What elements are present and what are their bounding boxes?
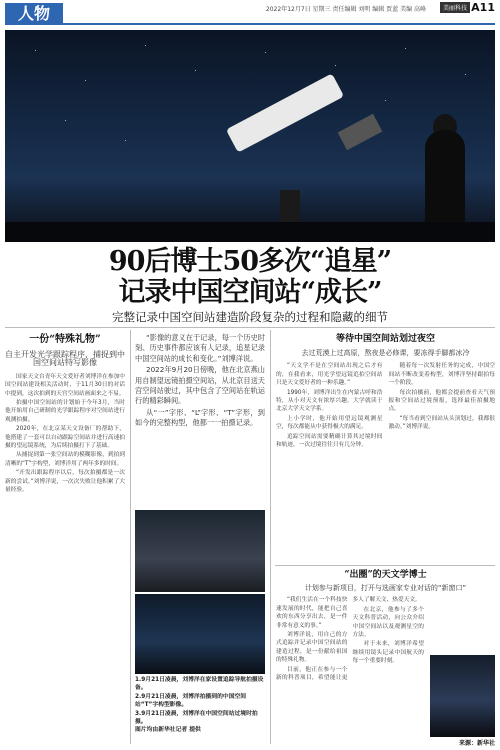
right-story — [276, 333, 495, 561]
photo-station — [135, 594, 265, 674]
column-divider — [130, 330, 131, 744]
photo-portrait — [430, 655, 495, 737]
middle-story — [135, 333, 265, 507]
photo-credit: 图片均由新华社记者 提供 — [135, 727, 201, 734]
right-story-title: 等待中国空间站划过夜空 — [335, 334, 435, 344]
paragraph: 对于未来，刘博洋希望继续用镜头记录中国航天的每一个重要时刻。 — [352, 641, 424, 665]
paragraph: 随着每一次发射任务的完成，中国空间站不断改变着构型，刘博洋坚持跟拍每一个阶段。 — [388, 363, 495, 387]
paragraph: 目前，他正在参与一个新的科普项目，希望能让更多人了解天文、热爱天文。 — [276, 597, 421, 682]
lead-photo — [5, 30, 495, 242]
paragraph: “影像的意义在于记录，每一个历史时刻、历史事件都应该有人记录，追星记录中国空间站的成长和变化。”刘博洋说。 — [135, 333, 265, 363]
section-rule — [63, 23, 495, 25]
page-masthead — [0, 0, 500, 26]
ground — [5, 222, 495, 242]
paragraph: “每当看到空间站从头顶划过，我都很激动。”刘博洋说。 — [388, 415, 495, 431]
left-story-title: 一份“特殊礼物” — [29, 334, 101, 345]
bottom-story-title: “出圈”的天文学博士 — [344, 570, 427, 580]
paragraph: 2022年9月20日傍晚，他在北京燕山用自制望远镜拍摄空间站，从北京目送天宫空间站驶过，其中包含了空间站在轨运行的精彩瞬间。 — [135, 365, 265, 406]
caption-2: 2.9月21日凌晨，刘博洋拍摄到的中国空间站“T”字构型影像。 — [135, 693, 247, 709]
telescope-tube — [226, 73, 344, 152]
photo-captions — [135, 676, 265, 735]
paragraph: 刘博洋说，用自己的方式追踪并记录中国空间站的建造过程，是一份献给祖国的特殊礼物。 — [276, 632, 348, 664]
paragraph: “天文学不是在空间站出现之后才有的，在我看来，用光学望远镜追拍空间站只是天文爱好者的一种乐趣。” — [276, 363, 383, 387]
page-number: A11 — [471, 1, 495, 14]
right-story-body — [276, 362, 495, 449]
left-story-kicker: 自主开发光学跟踪程序，捕捉到中国空间站特写影像 — [5, 350, 125, 368]
column-divider — [270, 330, 271, 744]
left-story — [5, 333, 125, 743]
paragraph: 1990年，刘博洋出生在内蒙古呼和浩特，从小对天文有浓厚兴趣，大学就读于北京大学天文学系。 — [276, 389, 383, 413]
right-story-kicker: 去过荒漠上过高原，熬夜是必修课，要冻得手脚都冰冷 — [301, 349, 470, 357]
subheadline: 完整记录中国空间站建造阶段复杂的过程和隐藏的细节 — [112, 310, 388, 324]
source-credit: 来源：新华社 — [458, 740, 495, 747]
caption-3: 3.9月21日凌晨，刘博洋在中国空间站过境时拍摄。 — [135, 710, 258, 726]
section-tab: 人物 — [5, 3, 63, 25]
paragraph: “开发出跟踪程序以后，每次拍摄都是一次新的尝试。”刘博洋说，一次次失败让他积累了大量经验。 — [5, 470, 125, 494]
paragraph: 2020年，在北京某天文设备厂的帮助下，他搭建了一套可以自动跟踪空间站并进行高速拍摄的望远镜系统，为后续拍摄打下了基础。 — [5, 426, 125, 450]
page-label: 美丽科技 — [440, 2, 470, 13]
photo-setup — [135, 510, 265, 592]
bottom-story-kicker: 计划参与新项目，打开与选画家专业对话的“新窗口” — [304, 584, 467, 592]
headline — [5, 246, 495, 310]
caption-1: 1.9月21日凌晨，刘博洋在家设置追踪导航拍摄设备。 — [135, 677, 264, 692]
paragraph: 拍摄中国空间站的计划始于今年3月，当时他开始用自己研制的光学跟踪程序对空间站进行观测拍摄。 — [5, 400, 125, 423]
paragraph: 从捕捉到第一张空间站的模糊影像，到拍到清晰的“T”字构型，刘博洋用了两年多的时间。 — [5, 452, 125, 467]
paragraph: 从“一”字形、“L”字形、“T”字形，到如今的完整构型，他都一一拍摄记录。 — [135, 407, 265, 428]
bottom-story-body — [276, 596, 424, 682]
paragraph: 追踪空间站需要精确计算其过境时间和轨迹，一次过境往往只有几分钟。 — [276, 433, 383, 449]
masthead-meta: 2022年12月7日 星期三 责任编辑 刘明 编辑 贾蓝 美编 高峰 — [265, 6, 426, 13]
paragraph: 每次拍摄前，他都会提前查看天气预报和空间站过境预报，选择最佳拍摄地点。 — [388, 389, 495, 413]
divider — [5, 327, 495, 328]
paragraph: “我们生活在一个科技快速发展的时代，能把自己喜欢的东西分享出去，是一件非常有意义的事。” — [276, 597, 348, 629]
paragraph: 上小学时，他开始用望远镜观测星空，每次都能从中获得极大的满足。 — [276, 415, 383, 431]
headline-line-1: 90后博士50多次“追星” — [108, 246, 392, 277]
telescope-eyepiece — [338, 114, 383, 150]
paragraph: 国家天文台青年天文爱好者刘博洋在参加中国空间站建设相关活动时，于11月30日的对话中提到，这次拍到的天宫空间站画面来之不易。 — [5, 373, 125, 397]
paragraph: 在北京，他参与了多个天文科普活动，向公众介绍中国空间站以及观测星空的方法。 — [352, 606, 424, 639]
headline-line-2: 记录中国空间站“成长” — [118, 277, 382, 308]
divider — [275, 565, 495, 566]
